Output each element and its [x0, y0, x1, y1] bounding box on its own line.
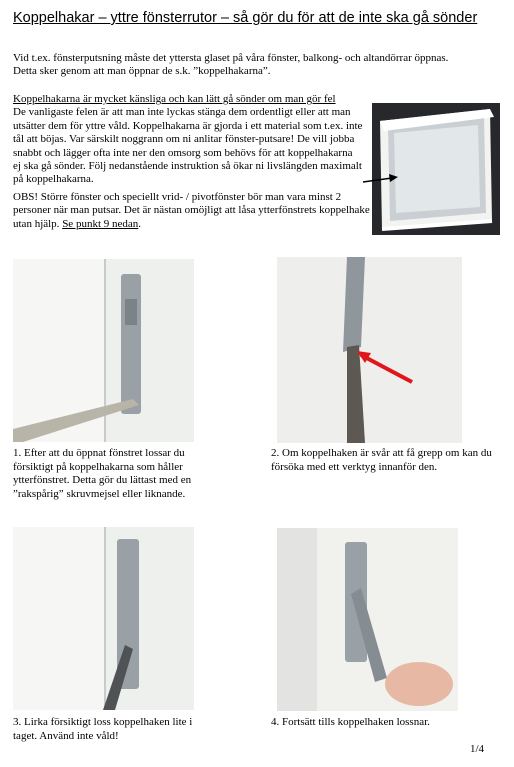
step-caption-1: 1. Efter att du öppnat fönstret lossar du försiktigt på koppelhakarna som håller ytterfönstret. Detta gör du lättast med en ”rakspårig” skruvmejsel eller liknande.	[13, 447, 192, 500]
warning-underlined: Koppelhakarna är mycket känsliga och kan lätt gå sönder om man gör fel	[13, 93, 336, 105]
page-title: Koppelhakar – yttre fönsterrutor – så gör du för att de inte ska gå sönder	[13, 10, 478, 26]
step-photo-3	[13, 527, 194, 710]
step-photo-2	[277, 257, 462, 443]
step-caption-3: 3. Lirka försiktigt loss koppelhaken lite i taget. Använd inte våld!	[13, 716, 193, 742]
step-caption-4: 4. Fortsätt tills koppelhaken lossnar.	[271, 716, 430, 728]
step-caption-2: 2. Om koppelhaken är svår att få grepp om kan du försöka med ett verktyg innanför den.	[271, 447, 492, 473]
obs-link[interactable]: Se punkt 9 nedan	[62, 217, 139, 230]
body-paragraph	[13, 93, 363, 187]
window-open-photo	[372, 103, 500, 235]
step-photo-1	[13, 259, 194, 442]
obs-paragraph: OBS! Större fönster och speciellt vrid- / pivotfönster bör man vara minst 2 personer när man putsar. Det är nästan omöjligt att låsa ytterfönstrets koppelhake utan hjälp. Se punkt 9 nedan.	[13, 191, 370, 230]
page-number: 1/4	[469, 743, 484, 755]
window-illustration	[372, 103, 500, 235]
obs-text: OBS! Större fönster och speciellt vrid- / pivotfönster bör man vara minst 2 personer när man putsar. Det är nästan omöjligt att låsa ytterfönstrets koppelhake utan hjälp.	[13, 191, 370, 230]
intro-line: Vid t.ex. fönsterputsning måste det yttersta glaset på våra fönster, balkong- och altandörrar öppnas.	[13, 52, 449, 64]
body-text: De vanligaste felen är att man inte lyckas stänga dem ordentligt eller att man utsätter dem för yttre våld. Koppelhakarna är gjorda i ett material som t.ex. inte tål att böjas. Var särskilt noggrann om ni anlitar fönster-putsare! De vill jobba snabbt och lägger ofta inte ner den omsorg som behövs för att koppelhakarna ej ska gå sönder. Följ nedanstående instruktion så ökar ni livslängden maximalt på koppelhakarna.	[13, 106, 363, 186]
intro-line: Detta sker genom att man öppnar de s.k. ”koppelhakarna”.	[13, 65, 271, 78]
intro-paragraph	[13, 52, 493, 79]
step-photo-4	[277, 528, 458, 711]
